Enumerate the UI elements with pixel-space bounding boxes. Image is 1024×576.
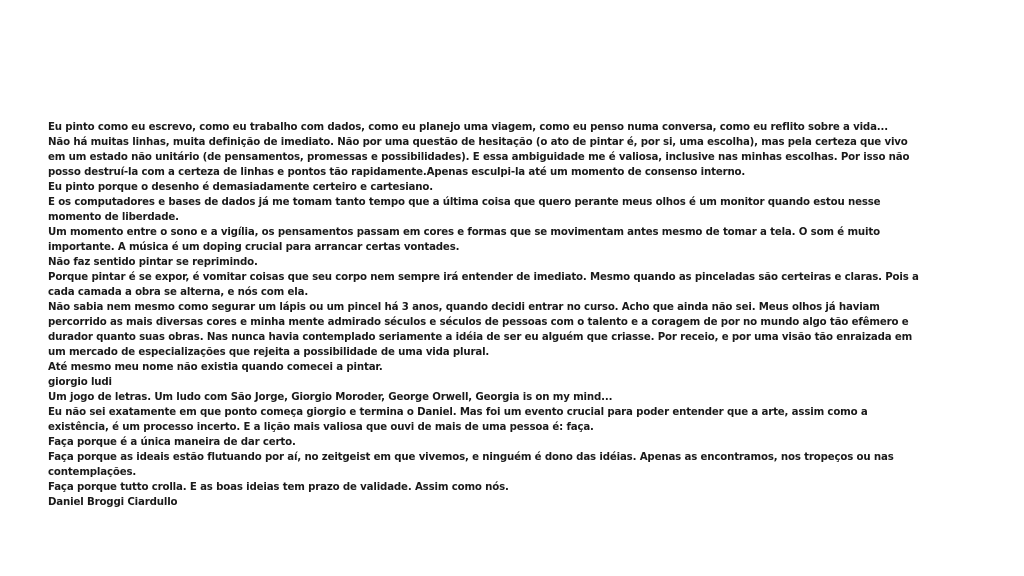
paragraph: Não faz sentido pintar se reprimindo. (48, 257, 258, 268)
paragraph: Faça porque é a única maneira de dar certo. (48, 437, 296, 448)
signature: Daniel Broggi Ciardullo (48, 497, 178, 508)
paragraph: Até mesmo meu nome não existia quando comecei a pintar. (48, 362, 383, 373)
document-body (48, 120, 928, 510)
paragraph: Não sabia nem mesmo como segurar um lápis ou um pincel há 3 anos, quando decidi entrar no curso. Acho que ainda não sei. Meus olhos já haviam percorrido as mais diversas cores e minha mente admirado séculos e séculos de pessoas com o talento e a coragem de por no mundo algo tão efêmero e durador quanto suas obras. Nas nunca havia contemplado seriamente a idéia de ser eu alguém que criasse. Por receio, e por uma visão tão enraizada em um mercado de especializações que rejeita a possibilidade de uma vida plural. (48, 302, 913, 358)
paragraph: Um momento entre o sono e a vigília, os pensamentos passam em cores e formas que se movimentam antes mesmo de tomar a tela. O som é muito importante. A música é um doping crucial para arrancar certas vontades. (48, 227, 880, 253)
paragraph: Faça porque tutto crolla. E as boas ideias tem prazo de validade. Assim como nós. (48, 482, 509, 493)
artist-name: giorgio ludi (48, 377, 112, 388)
paragraph: Um jogo de letras. Um ludo com São Jorge, Giorgio Moroder, George Orwell, Georgia is on my mind... (48, 392, 613, 403)
paragraph: E os computadores e bases de dados já me tomam tanto tempo que a última coisa que quero perante meus olhos é um monitor quando estou nesse momento de liberdade. (48, 197, 881, 223)
paragraph: Eu pinto como eu escrevo, como eu trabalho com dados, como eu planejo uma viagem, como eu penso numa conversa, como eu reflito sobre a vida... (48, 122, 888, 133)
paragraph: Eu não sei exatamente em que ponto começa giorgio e termina o Daniel. Mas foi um evento crucial para poder entender que a arte, assim como a existência, é um processo incerto. E a lição mais valiosa que ouvi de mais de uma pessoa é: faça. (48, 407, 868, 433)
paragraph: Faça porque as ideais estão flutuando por aí, no zeitgeist em que vivemos, e ninguém é dono das idéias. Apenas as encontramos, nos tropeços ou nas contemplações. (48, 452, 894, 478)
paragraph: Eu pinto porque o desenho é demasiadamente certeiro e cartesiano. (48, 182, 433, 193)
paragraph: Não há muitas linhas, muita definição de imediato. Não por uma questão de hesitação (o ato de pintar é, por si, uma escolha), mas pela certeza que vivo em um estado não unitário (de pensamentos, promessas e possibilidades). E essa ambiguidade me é valiosa, inclusive nas minhas escolhas. Por isso não posso destruí-la com a certeza de linhas e pontos tão rapidamente.Apenas esculpi-la até um momento de consenso interno. (48, 137, 910, 178)
paragraph: Porque pintar é se expor, é vomitar coisas que seu corpo nem sempre irá entender de imediato. Mesmo quando as pinceladas são certeiras e claras. Pois a cada camada a obra se alterna, e nós com ela. (48, 272, 919, 298)
